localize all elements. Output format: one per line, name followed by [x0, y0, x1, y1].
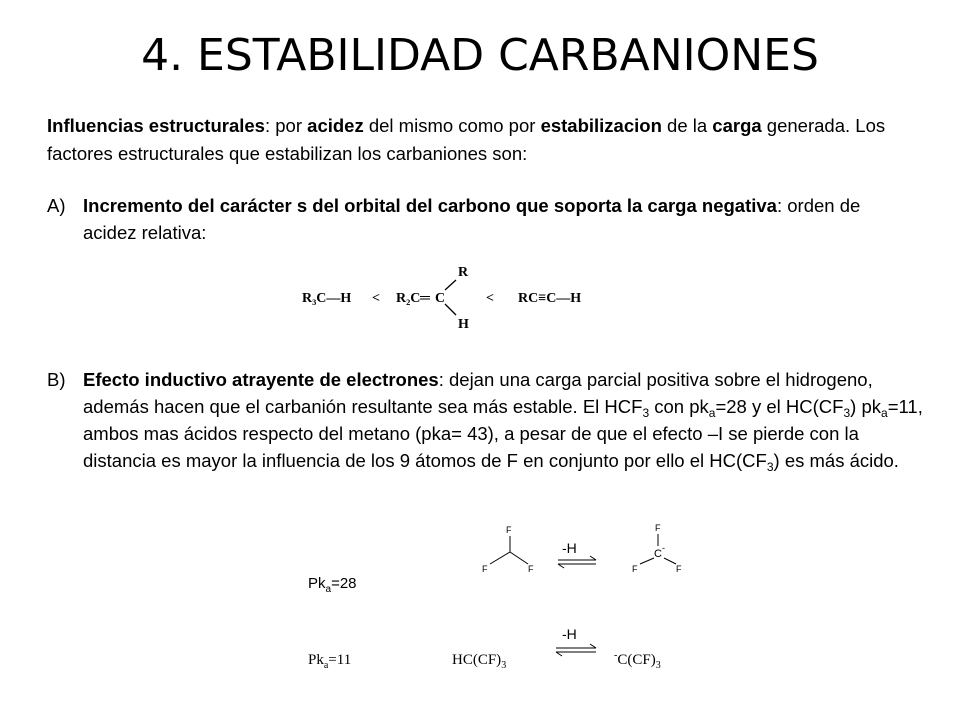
item-b-sub-4: a: [881, 406, 888, 420]
item-b-text-3: =28 y el HC(CF: [715, 396, 844, 417]
alkyne-formula: RC≡C—H: [518, 291, 582, 306]
item-a-text: [83, 192, 877, 246]
hcf3-structure: [482, 525, 534, 574]
hcf3-f-right: F: [528, 564, 534, 574]
cf3-anion-structure: [632, 523, 682, 574]
acidity-order-scheme: [290, 258, 610, 336]
deprotonation-scheme: [300, 522, 700, 680]
item-b-text-5: =11, ambos mas ácidos respecto del metano (pka= 43), a pesar de que el efecto –I se pierde con la distancia es mayor la influencia de los 9 átomos de F en conjunto por ello el HC(CF: [83, 396, 923, 471]
intro-bold-4: carga: [712, 115, 762, 136]
anion-f-right: F: [676, 564, 682, 574]
item-b-text-6: ) es más ácido.: [773, 450, 899, 471]
alkene-carbon: C: [435, 291, 446, 306]
intro-paragraph: [47, 112, 917, 168]
item-b-text: [83, 366, 931, 474]
pka-11-label: $Pk_a=11$: [308, 652, 352, 671]
item-b-text-1: : dejan una carga parcial positiva sobre el hidrogeno, además hacen que el carbanión resultante sea más estable. El HCF: [83, 369, 873, 417]
anion-carbon: C: [654, 548, 662, 560]
hcf3-f-left: F: [482, 564, 488, 574]
item-b-sub-1: 3: [642, 406, 650, 420]
slide-title: 4. ESTABILIDAD CARBANIONES: [141, 30, 819, 81]
intro-text-1: : por: [264, 115, 308, 136]
less-than-2: <: [486, 291, 494, 306]
r3ch-formula: R₃C—H: [302, 291, 352, 306]
pka-28-label: $Pk_a=28$: [308, 575, 357, 595]
intro-bold-1: Influencias estructurales: [47, 115, 265, 136]
anion-formula: $^-C(CF)_3$: [614, 650, 661, 671]
intro-text-4: generada. Los factores estructurales que estabilizan los carbaniones son:: [47, 115, 886, 164]
intro-text-3: de la: [661, 115, 713, 136]
equilibrium-arrow-1: [558, 556, 596, 568]
item-b-sub-2: a: [708, 406, 716, 420]
item-b-text-2: con pk: [649, 396, 709, 417]
r2c-formula: R₂C: [396, 291, 421, 306]
intro-text-2: del mismo como por: [363, 115, 541, 136]
intro-bold-3: estabilizacion: [540, 115, 662, 136]
hcf3-f-top: F: [506, 525, 512, 535]
item-b-sub-3: 3: [843, 406, 851, 420]
item-a: [47, 192, 877, 252]
item-a-bold: Incremento del carácter s del orbital del carbono que soporta la carga negativa: [83, 195, 777, 216]
alkene-h: H: [458, 317, 469, 332]
item-a-marker: A): [47, 195, 66, 216]
anion-f-top: F: [655, 523, 661, 533]
intro-bold-2: acidez: [307, 115, 364, 136]
item-b-sub-5: 3: [766, 460, 774, 474]
arrow-label-2: -H: [562, 626, 577, 642]
hccf3-formula: $HC(CF)_3$: [452, 652, 507, 671]
item-b-text-4: ) pk: [850, 396, 881, 417]
alkene-r: R: [458, 265, 469, 280]
equilibrium-arrow-2: [556, 644, 596, 656]
anion-charge: -: [662, 543, 665, 553]
item-b: [47, 366, 927, 516]
anion-f-left: F: [632, 564, 638, 574]
item-b-bold: Efecto inductivo atrayente de electrones: [83, 369, 439, 390]
item-b-marker: B): [47, 369, 66, 390]
double-bond: ═: [420, 291, 430, 306]
item-a-rest: : orden de acidez relativa:: [83, 195, 861, 243]
less-than-1: <: [372, 291, 380, 306]
arrow-label-1: -H: [562, 540, 577, 556]
